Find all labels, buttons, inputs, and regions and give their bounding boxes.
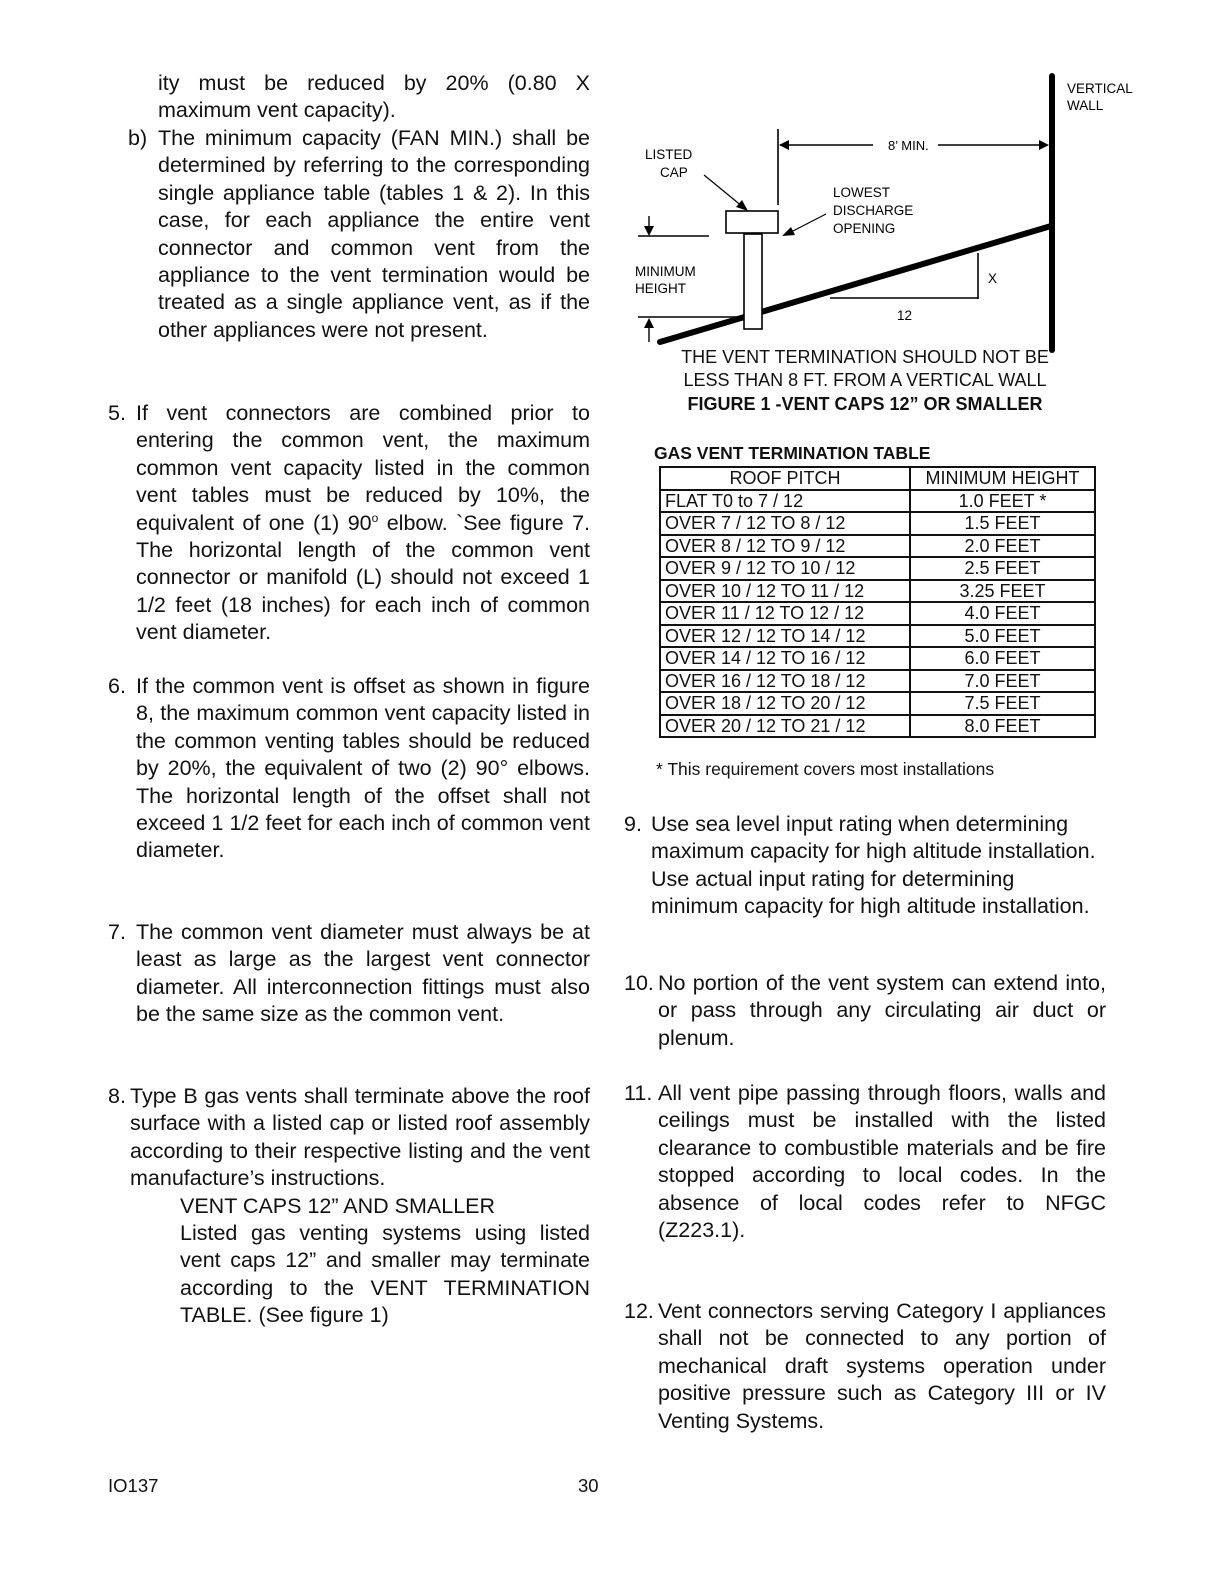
- table-row: [660, 692, 1095, 715]
- arrowhead-right-icon: [1039, 140, 1049, 150]
- list-item-12: [624, 1298, 1106, 1435]
- min-height-cell: 7.5 FEET: [910, 692, 1095, 715]
- arrow-up-icon: [644, 318, 654, 328]
- roof-pitch-cell: OVER 9 / 12 TO 10 / 12: [660, 557, 910, 580]
- roof-pitch-cell: FLAT T0 to 7 / 12: [660, 490, 910, 513]
- label-listed-cap-2: CAP: [660, 165, 688, 180]
- table-row: [660, 535, 1095, 558]
- min-height-cell: 5.0 FEET: [910, 625, 1095, 648]
- leader-listed-cap: [704, 175, 743, 207]
- label-vertical-wall-1: VERTICAL: [1067, 81, 1133, 96]
- min-height-cell: 2.0 FEET: [910, 535, 1095, 558]
- subtext: Listed gas venting systems using listed vent caps 12” and smaller may terminate according to the VENT TERMINATION TABLE. (See figure 1): [180, 1221, 590, 1328]
- item-number: 7.: [108, 920, 126, 944]
- footer-doc-id: IO137: [108, 1475, 159, 1496]
- roof-pitch-cell: OVER 20 / 12 TO 21 / 12: [660, 715, 910, 738]
- item-number: 9.: [624, 812, 642, 836]
- label-lowest-1: LOWEST: [833, 185, 891, 200]
- list-item-b: [128, 125, 590, 344]
- min-height-cell: 1.5 FEET: [910, 512, 1095, 535]
- leader-lowest-discharge: [791, 214, 826, 232]
- label-lowest-2: DISCHARGE: [833, 203, 914, 218]
- item-text: Type B gas vents shall terminate above the roof surface with a listed cap or listed roof assembly according to their respective listing and the vent manufacture’s instructions.: [130, 1084, 590, 1191]
- figure-title: [600, 393, 1130, 417]
- min-height-cell: 3.25 FEET: [910, 580, 1095, 603]
- roof-pitch-cell: OVER 7 / 12 TO 8 / 12: [660, 512, 910, 535]
- label-distance: 8’ MIN.: [888, 138, 929, 153]
- min-height-cell: 1.0 FEET *: [910, 490, 1095, 513]
- table-row: [660, 512, 1095, 535]
- item-number: 8.: [108, 1084, 126, 1108]
- list-item-6: [108, 673, 590, 865]
- footer-page-number: 30: [578, 1475, 599, 1496]
- vent-pipe: [744, 234, 762, 329]
- label-run: 12: [897, 308, 913, 323]
- roof-pitch-cell: OVER 18 / 12 TO 20 / 12: [660, 692, 910, 715]
- min-height-cell: 6.0 FEET: [910, 647, 1095, 670]
- roof-pitch-cell: OVER 16 / 12 TO 18 / 12: [660, 670, 910, 693]
- column-header: MINIMUM HEIGHT: [910, 467, 1095, 490]
- min-height-cell: 2.5 FEET: [910, 557, 1095, 580]
- vent-cap: [726, 211, 778, 233]
- item-text: The common vent diameter must always be at least as large as the largest vent connector diameter. All interconnection fittings must also be the same size as the common vent.: [136, 920, 590, 1027]
- item-number: 5.: [108, 401, 126, 425]
- item-text: If the common vent is offset as shown in figure 8, the maximum common vent capacity listed in the common venting tables should be reduced by 20%, the equivalent of two (2) 90° elbows. The horizontal length of the offset shall not exceed 1 1/2 feet for each inch of common vent diameter.: [136, 674, 590, 863]
- list-item-7: [108, 919, 590, 1029]
- label-min-height-1: MINIMUM: [635, 264, 696, 279]
- label-lowest-3: OPENING: [833, 221, 896, 236]
- figure-caption-line-2: LESS THAN 8 FT. FROM A VERTICAL WALL: [683, 370, 1047, 390]
- table-row: [660, 557, 1095, 580]
- table-row: [660, 580, 1095, 603]
- item-number: 12.: [624, 1299, 654, 1323]
- label-min-height-2: HEIGHT: [635, 281, 687, 296]
- list-item-10: [624, 970, 1106, 1052]
- table-row: [660, 625, 1095, 648]
- table-row: [660, 602, 1095, 625]
- label-listed-cap-1: LISTED: [645, 147, 693, 162]
- item-text: All vent pipe passing through floors, walls and ceilings must be installed with the listed clearance to combustible materials and be fire stopped according to local codes. In the absence of local codes refer to NFGC (Z223.1).: [658, 1081, 1106, 1243]
- item-text: Use sea level input rating when determining maximum capacity for high altitude installation. Use actual input rating for determining minimum capacity for high altitude installation.: [651, 812, 1096, 919]
- arrow-down-icon: [644, 226, 654, 236]
- table-header-row: [660, 467, 1095, 490]
- table-row: [660, 647, 1095, 670]
- item-text: [136, 400, 590, 647]
- termination-table: [659, 466, 1096, 738]
- roof-pitch-cell: OVER 12 / 12 TO 14 / 12: [660, 625, 910, 648]
- arrowhead-icon: [736, 200, 748, 211]
- item-number: 11.: [624, 1081, 653, 1105]
- roof-pitch-cell: OVER 11 / 12 TO 12 / 12: [660, 602, 910, 625]
- arrowhead-icon: [782, 227, 795, 236]
- item-number: 6.: [108, 674, 126, 698]
- item-text: The minimum capacity (FAN MIN.) shall be determined by referring to the corresponding single appliance table (tables 1 & 2). In this case, for each appliance the entire vent connector and common vent from the appliance to the vent termination would be treated as a single appliance vent, as if the other appliances were not present.: [158, 126, 590, 342]
- item-number: 10.: [624, 971, 654, 995]
- continuation-paragraph: ity must be reduced by 20% (0.80 X maximum vent capacity).: [158, 71, 590, 123]
- table-row: [660, 715, 1095, 738]
- subheading: VENT CAPS 12” AND SMALLER: [180, 1193, 496, 1218]
- roof-pitch-cell: OVER 10 / 12 TO 11 / 12: [660, 580, 910, 603]
- item-marker: b): [128, 126, 148, 150]
- arrowhead-left-icon: [779, 140, 789, 150]
- figure-title-text: FIGURE 1 -VENT CAPS 12” OR SMALLER: [687, 394, 1043, 414]
- list-item-8: [108, 1083, 590, 1330]
- list-item-5: [108, 400, 590, 647]
- table-row: [660, 490, 1095, 513]
- roof-pitch-cell: OVER 14 / 12 TO 16 / 12: [660, 647, 910, 670]
- label-rise: X: [988, 271, 998, 286]
- table-title: GAS VENT TERMINATION TABLE: [654, 443, 931, 463]
- item-text: No portion of the vent system can extend into, or pass through any circulating air duct or plenum.: [658, 971, 1106, 1050]
- item-text: Vent connectors serving Category I appliances shall not be connected to any portion of mechanical draft systems operation under positive pressure such as Category III or IV Venting Systems.: [658, 1299, 1106, 1433]
- list-item-11: [624, 1080, 1106, 1244]
- table-footnote: * This requirement covers most installations: [656, 759, 995, 779]
- min-height-cell: 7.0 FEET: [910, 670, 1095, 693]
- column-header: ROOF PITCH: [660, 467, 910, 490]
- label-vertical-wall-2: WALL: [1067, 98, 1104, 113]
- list-item-9: [624, 811, 1106, 921]
- item-text-part: elbow. `See figure 7. The horizontal length of the common vent connector or manifold (L) should not exceed 1 1/2 feet (18 inches) for each inch of common vent diameter.: [136, 510, 590, 645]
- figure-caption-line-1: THE VENT TERMINATION SHOULD NOT BE: [681, 347, 1049, 367]
- min-height-cell: 8.0 FEET: [910, 715, 1095, 738]
- table-row: [660, 670, 1095, 693]
- roof-pitch-cell: OVER 8 / 12 TO 9 / 12: [660, 535, 910, 558]
- item-text-part: If vent connectors are combined prior to entering the common vent, the maximum common vent capacity listed in the common vent tables must be reduced by 10%, the equivalent of one (1) 90: [136, 401, 590, 535]
- min-height-cell: 4.0 FEET: [910, 602, 1095, 625]
- degree-superscript: o: [371, 510, 379, 525]
